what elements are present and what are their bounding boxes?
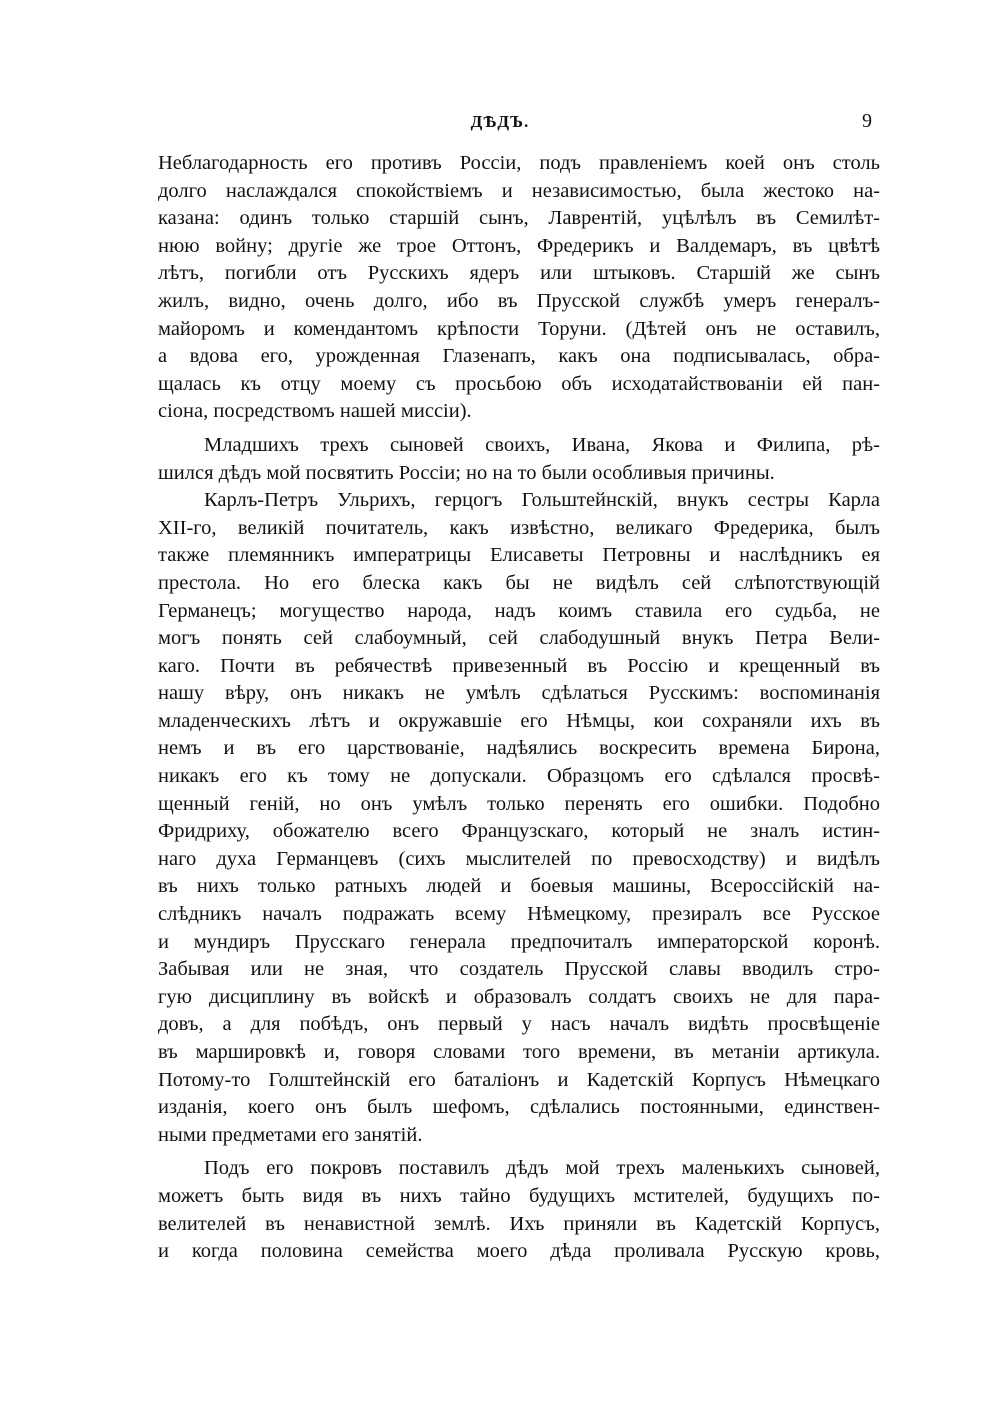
text-line: нашу вѣру, онъ никакъ не умѣлъ сдѣлаться Русскимъ: воспоминанія bbox=[158, 682, 880, 705]
text-line: а вдова его, урожденная Глазенапъ, какъ она подписывалась, обра- bbox=[158, 345, 880, 368]
paragraph-4 bbox=[158, 1155, 880, 1265]
text-line: и когда половина семейства моего дѣда проливала Русскую кровь, bbox=[158, 1240, 880, 1263]
text-line: Подъ его покровъ поставилъ дѣдъ мой трехъ маленькихъ сыновей, bbox=[204, 1157, 880, 1180]
text-line: Фридриху, обожателю всего Французскаго, который не зналъ истин- bbox=[158, 820, 880, 843]
text-line: гую дисциплину въ войскѣ и образовалъ солдатъ своихъ не для пара- bbox=[158, 985, 880, 1008]
text-line: нюю войну; другіе же трое Оттонъ, Фредерикъ и Валдемаръ, въ цвѣтѣ bbox=[158, 234, 880, 257]
text-line: щенный геній, но онъ умѣлъ только перенять его ошибки. Подобно bbox=[158, 792, 880, 815]
text-line: и мундиръ Прусскаго генерала предпочиталъ императорской коронѣ. bbox=[158, 930, 880, 953]
text-line: изданія, коего онъ былъ шефомъ, сдѣлались постоянными, единствен- bbox=[158, 1096, 880, 1119]
running-title: ДѢДЪ. bbox=[470, 112, 530, 131]
text-line: Неблагодарность его противъ Россіи, подъ правленіемъ коей онъ столь bbox=[158, 152, 880, 174]
text-line: престола. Но его блеска какъ бы не видѣлъ сей слѣпотствующій bbox=[158, 571, 880, 594]
text-line: велителей въ ненавистной землѣ. Ихъ приняли въ Кадетскій Корпусъ, bbox=[158, 1212, 880, 1235]
page-number: 9 bbox=[862, 110, 872, 132]
text-line: щалась къ отцу моему съ просьбою объ исходатайствованіи ей пан- bbox=[158, 372, 880, 395]
text-line: въ маршировкѣ и, говоря словами того времени, въ метаніи артикула. bbox=[158, 1041, 880, 1063]
paragraph-3 bbox=[158, 487, 880, 1149]
paragraph-2 bbox=[158, 432, 880, 487]
text-line: въ нихъ только ратныхъ людей и боевыя машины, Всероссійскій на- bbox=[158, 875, 880, 898]
text-line: Младшихъ трехъ сыновей своихъ, Ивана, Якова и Филипа, рѣ- bbox=[204, 433, 880, 456]
text-line: долго наслаждался спокойствіемъ и независимостью, была жестоко на- bbox=[158, 179, 880, 202]
text-line: майоромъ и комендантомъ крѣпости Торуни. (Дѣтей онъ не оставилъ, bbox=[158, 317, 880, 340]
text-line: жилъ, видно, очень долго, ибо въ Прусской службѣ умеръ генералъ- bbox=[158, 289, 880, 312]
text-line: Германецъ; могущество народа, надъ коимъ ставила его судьба, не bbox=[158, 599, 880, 622]
text-line: шился дѣдъ мой посвятить Россіи; но на то были особливыя причины. bbox=[158, 461, 775, 484]
text-line: младенческихъ лѣтъ и окружавшіе его Нѣмцы, кои сохраняли ихъ въ bbox=[158, 709, 880, 732]
text-line: наго духа Германцевъ (сихъ мыслителей по превосходству) и видѣлъ bbox=[158, 847, 880, 870]
text-line: довъ, а для побѣдъ, онъ первый у насъ началъ видѣть просвѣщеніе bbox=[158, 1013, 880, 1036]
text-line: сіона, посредствомъ нашей миссіи). bbox=[158, 400, 472, 423]
text-line: лѣтъ, погибли отъ Русскихъ ядеръ или штыковъ. Старшій же сынъ bbox=[158, 262, 880, 285]
text-line: XII-го, великій почитатель, какъ извѣстно, великаго Фредерика, былъ bbox=[158, 516, 880, 539]
text-line: Забывая или не зная, что создатель Прусской славы вводилъ стро- bbox=[158, 958, 880, 981]
text-line: можетъ быть видя въ нихъ тайно будущихъ мстителей, будущихъ по- bbox=[158, 1184, 880, 1207]
text-line: ными предметами его занятій. bbox=[158, 1123, 423, 1146]
text-line: никакъ его къ тому не допускали. Образцомъ его сдѣлался просвѣ- bbox=[158, 765, 880, 788]
text-line: Потому-то Голштейнскій его баталіонъ и Кадетскій Корпусъ Нѣмецкаго bbox=[158, 1068, 880, 1091]
text-line: казана: одинъ только старшій сынъ, Лаврентій, уцѣлѣлъ въ Семилѣт- bbox=[158, 207, 880, 230]
text-line: каго. Почти въ ребячествѣ привезенный въ Россію и крещенный въ bbox=[158, 654, 880, 677]
text-line: слѣдникъ началъ подражать всему Нѣмецкому, презиралъ все Русское bbox=[158, 903, 880, 926]
text-line: немъ и въ его царствованіе, надѣялись воскресить времена Бирона, bbox=[158, 737, 880, 760]
paragraph-1 bbox=[158, 150, 880, 426]
text-line: также племянникъ императрицы Елисаветы Петровны и наслѣдникъ ея bbox=[158, 544, 880, 567]
body-text bbox=[158, 150, 880, 1266]
text-line: могъ понять сей слабоумный, сей слабодушный внукъ Петра Вели- bbox=[158, 627, 880, 650]
text-line: Карлъ-Петръ Ульрихъ, герцогъ Гольштейнскій, внукъ сестры Карла bbox=[204, 489, 880, 512]
